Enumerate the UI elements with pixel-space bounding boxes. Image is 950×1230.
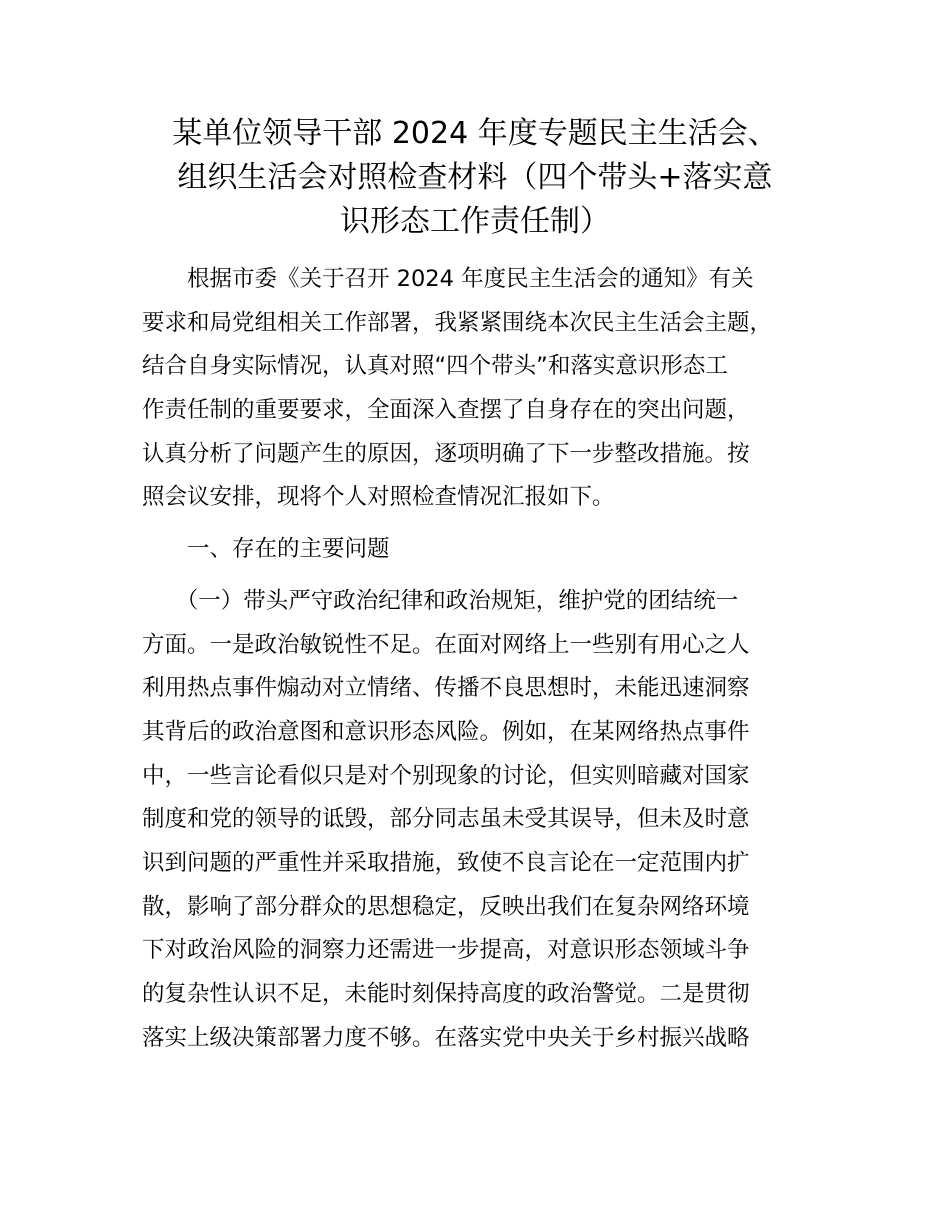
text-line: 识到问题的严重性并采取措施，致使不良言论在一定范围内扩: [142, 849, 750, 876]
intro-paragraph: [142, 258, 842, 520]
text-line: 利用热点事件煽动对立情绪、传播不良思想时，未能迅速洞察: [142, 675, 750, 702]
text-line: 中，一些言论看似只是对个别现象的讨论，但实则暗藏对国家: [142, 762, 750, 789]
text-line: 的复杂性认识不足，未能时刻保持高度的政治警觉。二是贯彻: [142, 981, 750, 1007]
document-title: [120, 112, 830, 244]
text-line: 下对政治风险的洞察力还需进一步提高，对意识形态领域斗争: [142, 937, 750, 964]
text-line: 作责任制的重要要求，全面深入查摆了自身存在的突出问题，: [142, 397, 750, 424]
title-line-3: 识形态工作责任制）: [340, 204, 610, 239]
text-line: 根据市委《关于召开 2024 年度民主生活会的通知》有关: [142, 266, 754, 292]
title-line-1: 某单位领导干部 2024 年度专题民主生活会、: [172, 116, 778, 151]
text-line: 制度和党的领导的诋毁，部分同志虽未受其误导，但未及时意: [142, 806, 750, 833]
text-line: 认真分析了问题产生的原因，逐项明确了下一步整改措施。按: [142, 440, 750, 467]
text-line: 方面。一是政治敏锐性不足。在面对网络上一些别有用心之人: [142, 631, 750, 658]
document-body: [142, 258, 842, 1060]
text-line: 要求和局党组相关工作部署，我紧紧围绕本次民主生活会主题，: [142, 309, 773, 336]
section-heading: 一、存在的主要问题: [142, 536, 390, 563]
section-1-paragraph: [142, 580, 842, 1061]
text-line: 落实上级决策部署力度不够。在落实党中央关于乡村振兴战略: [142, 1024, 750, 1051]
paragraph-gap: [142, 520, 842, 528]
text-line: 结合自身实际情况，认真对照“四个带头”和落实意识形态工: [142, 353, 728, 380]
text-line: 其背后的政治意图和意识形态风险。例如，在某网络热点事件: [142, 718, 750, 745]
title-line-2: 组织生活会对照检查材料（四个带头+落实意: [177, 160, 773, 195]
paragraph-gap: [142, 572, 842, 580]
text-line: （一）带头严守政治纪律和政治规矩，维护党的团结统一: [142, 587, 739, 614]
text-line: 照会议安排，现将个人对照检查情况汇报如下。: [142, 484, 615, 511]
text-line: 散，影响了部分群众的思想稳定，反映出我们在复杂网络环境: [142, 893, 750, 920]
